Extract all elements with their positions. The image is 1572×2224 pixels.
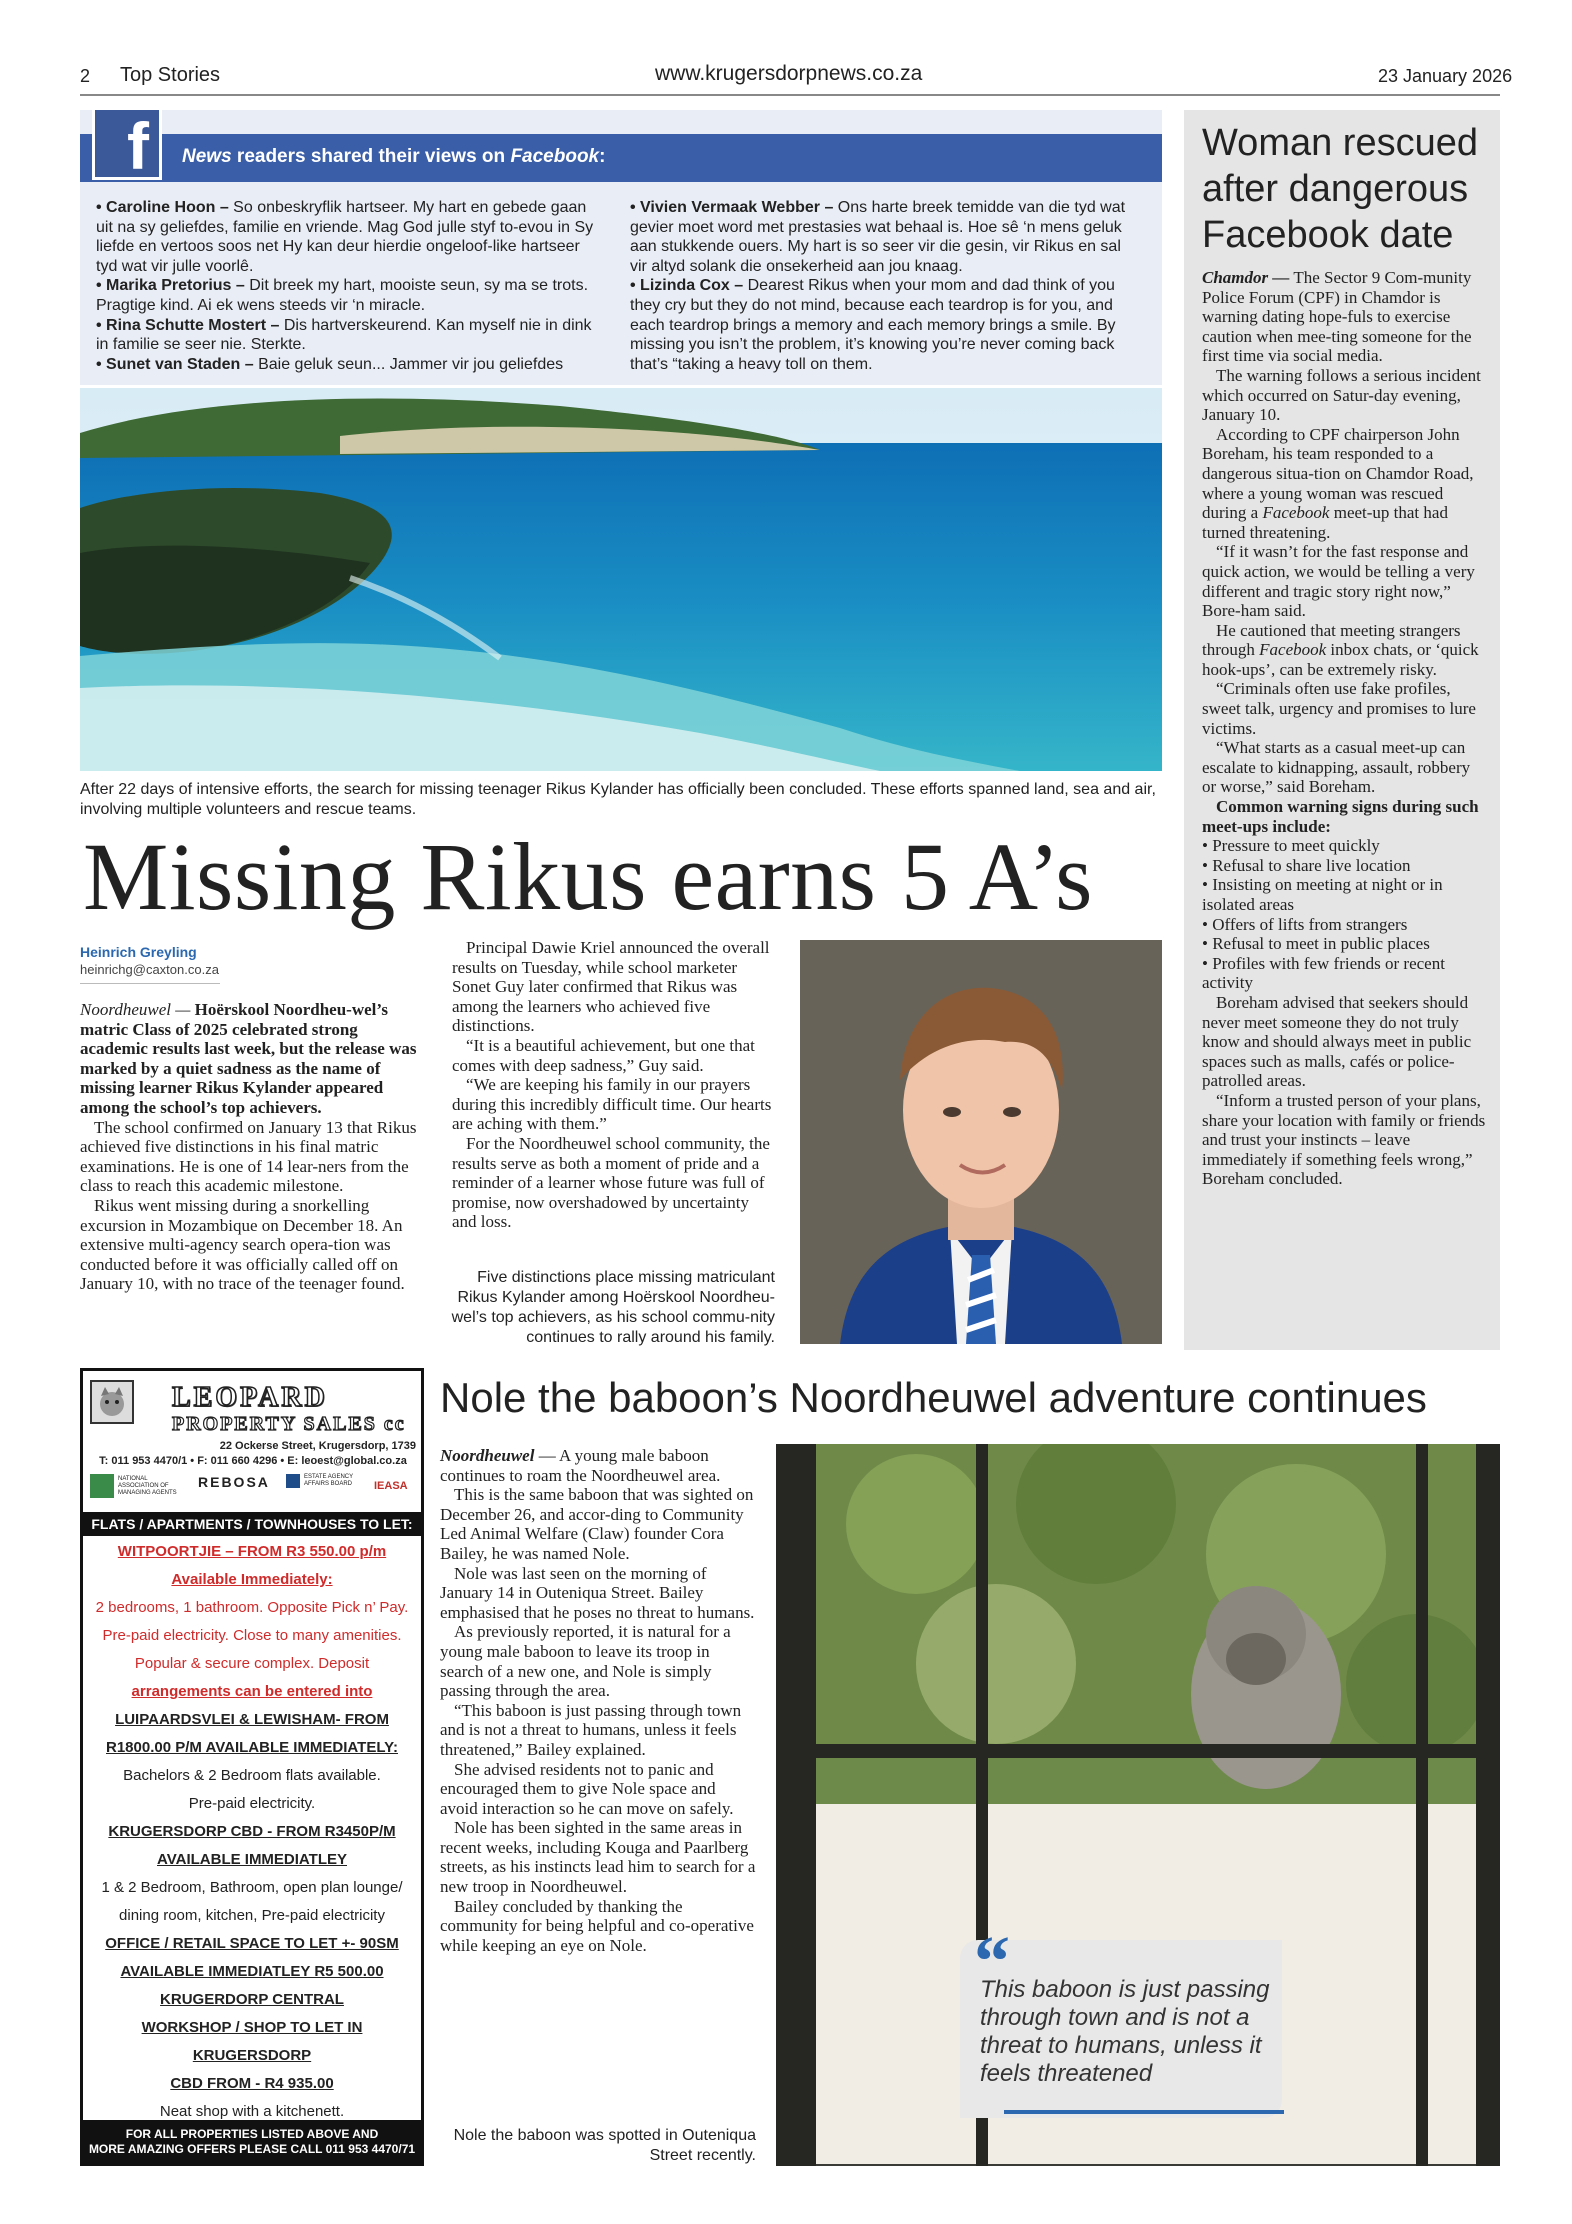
ad-listing-line: arrangements can be entered into <box>131 1683 373 1700</box>
ad-listing-line: WITPOORTJIE – FROM R3 550.00 p/m <box>117 1543 387 1560</box>
baboon-paragraph: As previously reported, it is natural for a young male baboon to leave its troop in search of a new one, and Nole is simply passing through the area. <box>440 1622 731 1701</box>
site-url[interactable]: www.krugersdorpnews.co.za <box>655 62 923 85</box>
comment-text: Dis hartverskeurend. Kan myself nie in dink in familie se seer nie. Sterkte. <box>96 316 592 354</box>
sidebar-paragraph: “What starts as a casual meet-up can escalate to kidnapping, assault, robbery or worse,” said Boreham. <box>1202 738 1471 797</box>
ad-logo-label-3: ESTATE AGENCY AFFAIRS BOARD <box>304 1474 354 1487</box>
ad-listing-line: Popular & secure complex. Deposit <box>134 1655 370 1672</box>
byline-name: Heinrich Greyling <box>80 944 197 960</box>
comment-text: Ons harte breek temidde van die tyd wat gevier moet word met prestasies wat behaal is. Hoe sê ‘n mens geluk aan stukkende ouers. My hart is so seer vir die gesin, vir Rikus en sal vir altyd solank die onsekerheid aan jou knaag. <box>630 199 1126 275</box>
eaab-logo-icon <box>286 1474 300 1488</box>
sidebar-paragraph: Boreham advised that seekers should never meet someone they do not truly know and should always meet in public spaces such as malls, cafés or police-patrolled areas. <box>1202 992 1472 1091</box>
sidebar-paragraph: “Criminals often use fake profiles, sweet talk, urgency and promises to lure victims. <box>1202 679 1476 738</box>
facebook-comments-column-2 <box>630 198 1130 374</box>
story1-paragraph: The school confirmed on January 13 that Rikus achieved five distinctions in his final matric examinations. He is one of 14 lear-ners from the class to reach this academic milestone. <box>80 1117 417 1196</box>
comment-author: • Marika Pretorius – <box>96 277 245 295</box>
sidebar-story <box>1202 268 1487 1189</box>
facebook-comment <box>96 198 596 276</box>
sidebar-headline: Woman rescued after dangerous Facebook date <box>1202 122 1478 256</box>
ad-listing-line: WORKSHOP / SHOP TO LET IN KRUGERSDORP <box>141 2019 363 2064</box>
sidebar-caution-paragraph: He cautioned that meeting strangers through Facebook inbox chats, or ‘quick hook-ups’, can be extremely risky. <box>1202 620 1479 679</box>
ad-footer: FOR ALL PROPERTIES LISTED ABOVE AND MORE AMAZING OFFERS PLEASE CALL 011 953 4470/71 <box>83 2120 421 2164</box>
ad-company-subname: PROPERTY SALES cc <box>172 1413 406 1435</box>
story1-paragraph: For the Noordheuwel school community, the results serve as both a moment of pride and a reminder of a learner whose future was full of promise, now overshadowed by uncertainty and loss. <box>452 1133 770 1232</box>
ad-listing-line: CBD FROM - R4 935.00 <box>170 2075 334 2092</box>
warning-sign-item: • Profiles with few friends or recent activity <box>1202 953 1445 993</box>
facebook-comment <box>96 276 596 315</box>
ad-listing-line: KRUGERDORP CENTRAL <box>160 1991 344 2008</box>
portrait-photo-image <box>800 940 1162 1344</box>
baboon-photo-caption: Nole the baboon was spotted in Outeniqua Street recently. <box>453 2127 756 2164</box>
warning-sign-item: • Refusal to meet in public places <box>1202 934 1430 954</box>
sidebar-paragraphs-d <box>1202 993 1487 1189</box>
story1-paragraph: “It is a beautiful achievement, but one that comes with deep sadness,” Guy said. <box>452 1035 755 1075</box>
baboon-paragraph: “This baboon is just passing through town and is not a threat to humans, unless it feels threatened,” Bailey explained. <box>440 1700 742 1759</box>
ad-listing-line: OFFICE / RETAIL SPACE TO LET +- 90SM <box>105 1935 399 1952</box>
comment-author: • Sunet van Staden – <box>96 355 254 373</box>
issue-date: 23 January 2026 <box>1378 66 1513 86</box>
comment-author: • Lizinda Cox – <box>630 277 744 295</box>
ad-listing-line: Pre-paid electricity. Close to many amenities. <box>102 1627 402 1644</box>
sidebar-paragraph: “If it wasn’t for the fast response and quick action, we would be telling a very different and tragic story right now,” Bore-ham said. <box>1202 542 1475 621</box>
ad-logo-label-2: REBOSA <box>198 1474 270 1490</box>
portrait-caption: Five distinctions place missing matriculant Rikus Kylander among Hoërskool Noordheu-wel’s top achievers, as his school commu-nity continues to rally around his family. <box>451 1269 775 1346</box>
comment-text: Baie geluk seun... Jammer vir jou geliefdes <box>253 355 564 373</box>
main-headline: Missing Rikus earns 5 A’s <box>83 823 1093 930</box>
facebook-comment <box>630 198 1130 276</box>
baboon-paragraph: She advised residents not to panic and encouraged them to give Nole space and avoid interaction so he can move on safely. <box>440 1759 734 1818</box>
byline-rule <box>80 983 220 984</box>
baboon-paragraph: This is the same baboon that was sighted on December 26, and accor-ding to Community Led Animal Welfare (Claw) founder Cora Bailey, he was named Nole. <box>440 1485 754 1563</box>
warning-sign-item: • Insisting on meeting at night or in isolated areas <box>1202 875 1443 914</box>
pull-quote-rule <box>1004 2110 1284 2114</box>
baboon-story <box>440 1446 756 1955</box>
facebook-box-title: News readers shared their views on Facebook: <box>182 146 606 167</box>
sidebar-paragraphs-a <box>1202 366 1487 425</box>
coastline-photo <box>80 388 1162 771</box>
sidebar-paragraph: The warning follows a serious incident which occurred on Satur-day evening, January 10. <box>1202 365 1481 425</box>
facebook-logo-icon: f <box>92 110 162 180</box>
baboon-story-lead: Noordheuwel — A young male baboon continues to roam the Noordheuwel area. <box>440 1446 721 1485</box>
ad-listing-line: 2 bedrooms, 1 bathroom. Opposite Pick n’ Pay. <box>95 1599 409 1616</box>
ad-listing-line: LUIPAARDSVLEI & LEWISHAM- FROM <box>115 1711 389 1728</box>
ad-logo-label-1: NATIONAL ASSOCIATION OF MANAGING AGENTS <box>118 1476 177 1496</box>
sidebar-paragraphs-c <box>1202 679 1487 797</box>
ad-contact: T: 011 953 4470/1 • F: 011 660 4296 • E: leoest@global.co.za <box>99 1455 407 1467</box>
sidebar-paragraph: “Inform a trusted person of your plans, share your location with family or friends and trust your instincts – leave immediately if something feels wrong,” Boreham concluded. <box>1202 1090 1486 1189</box>
baboon-paragraph: Bailey concluded by thanking the community for being helpful and co-operative while keeping an eye on Nole. <box>440 1896 754 1955</box>
ad-logo-label-4: IEASA <box>374 1480 408 1492</box>
comment-text: Dearest Rikus when your mom and dad think of you they cry but they do not mind, because each teardrop is for you, and each teardrop brings a memory and each memory brings a smile. By missing you isn’t the problem, it’s knowing you’re never coming back that’s “taking a heavy toll on them. <box>630 277 1116 373</box>
byline-email[interactable]: heinrichg@caxton.co.za <box>80 962 219 977</box>
comment-text: So onbeskryflik hartseer. My hart en gebede gaan uit na sy geliefdes, familie en vriende. Mag God julle styf to-evou in Sy liefde en vertoos soos net Hy kan deur hierdie ongeloof-like hartseer tyd wat vir julle voorlê. <box>96 199 594 275</box>
page-number: 2 <box>80 66 91 86</box>
portrait-photo <box>800 940 1162 1344</box>
story1-paragraph: Rikus went missing during a snorkelling excursion in Mozambique on December 18. An extensive multi-agency search opera-tion was conducted before it was officially called off on January 10, with no trace of the teenager found. <box>80 1195 405 1294</box>
warning-sign-item: • Refusal to share live location <box>1202 855 1411 875</box>
ad-listing-line: AVAILABLE IMMEDIATLEY R5 500.00 <box>120 1963 384 1980</box>
nama-logo-icon <box>90 1474 114 1498</box>
ad-listings <box>83 1538 421 2126</box>
story1-column-1 <box>80 1000 420 1294</box>
comment-author: • Vivien Vermaak Webber – <box>630 199 834 216</box>
comment-text: Dit breek my hart, mooiste seun, sy ma se trots. Pragtige kind. Ai ek wens steeds vir ‘n miracle. <box>96 277 589 314</box>
ad-company-name: LEOPARD <box>172 1382 328 1413</box>
ad-listing-line: R1800.00 P/M AVAILABLE IMMEDIATELY: <box>106 1739 398 1756</box>
warning-sign-item: • Offers of lifts from strangers <box>1202 914 1408 934</box>
sidebar-lead: Chamdor — The Sector 9 Com-munity Police Forum (CPF) in Chamdor is warning dating hope-fuls to exercise caution when mee-ting someone for the first time via social media. <box>1202 268 1472 366</box>
quote-mark-icon: “ <box>974 1921 1010 2001</box>
ad-association-logos <box>90 1470 416 1508</box>
ad-listing-line: Neat shop with a kitchenett. <box>159 2103 345 2120</box>
ad-address: 22 Ockerse Street, Krugersdorp, 1739 <box>219 1440 416 1452</box>
facebook-comment <box>96 316 596 355</box>
ad-listing-line: 1 & 2 Bedroom, Bathroom, open plan lounge/ <box>101 1879 403 1896</box>
warning-sign-item: • Pressure to meet quickly <box>1202 836 1380 856</box>
ad-listing-line: Pre-paid electricity. <box>188 1795 316 1812</box>
warning-signs-heading: Common warning signs during such meet-ups include: <box>1202 797 1479 836</box>
ad-listing-line: dining room, kitchen, Pre-paid electricity <box>119 1907 385 1924</box>
story1-paragraph: Principal Dawie Kriel announced the overall results on Tuesday, while school marketer Sonet Guy later confirmed that Rikus was among the learners who achieved five distinctions. <box>452 938 770 1036</box>
warning-signs-list <box>1202 836 1487 993</box>
ad-listing-line: Available Immediately: <box>171 1571 333 1588</box>
comment-author: • Caroline Hoon – <box>96 199 229 216</box>
ad-listing-line: KRUGERSDORP CBD - FROM R3450P/M <box>108 1823 396 1840</box>
header-rule <box>80 94 1500 96</box>
pull-quote-text: This baboon is just passing through town and is not a threat to humans, unless it feels threatened <box>980 1976 1270 2087</box>
sidebar-cpf-paragraph: According to CPF chairperson John Boreham, his team responded to a dangerous situa-tion on Chamdor Road, where a young woman was rescued during a Facebook meet-up that had turned threatening. <box>1202 424 1474 542</box>
ad-category-band: FLATS / APARTMENTS / TOWNHOUSES TO LET: <box>83 1512 421 1536</box>
story1-column-2 <box>452 938 777 1232</box>
leopard-logo-icon <box>90 1380 134 1424</box>
baboon-paragraph: Nole was last seen on the morning of January 14 in Outeniqua Street. Bailey emphasised that he poses no threat to humans. <box>440 1563 755 1622</box>
ad-listing-line: Bachelors & 2 Bedroom flats available. <box>123 1767 381 1784</box>
sidebar-paragraphs-b <box>1202 542 1487 620</box>
facebook-comment <box>630 276 1130 374</box>
facebook-comments-column-1 <box>96 198 596 374</box>
coastline-photo-image <box>80 388 1162 771</box>
coastline-photo-caption: After 22 days of intensive efforts, the search for missing teenager Rikus Kylander has officially been concluded. These efforts spanned land, sea and air, involving multiple volunteers and rescue teams. <box>80 781 1156 818</box>
facebook-comment <box>96 355 596 375</box>
baboon-headline: Nole the baboon’s Noordheuwel adventure continues <box>440 1374 1427 1421</box>
comment-author: • Rina Schutte Mostert – <box>96 316 280 334</box>
section-name: Top Stories <box>120 64 221 86</box>
ad-listing-line: AVAILABLE IMMEDIATLEY <box>157 1851 347 1868</box>
story1-lead: Noordheuwel — Hoërskool Noordheu-wel’s matric Class of 2025 celebrated strong academic results last week, but the release was marked by a quiet sadness as the name of missing learner Rikus Kylander appeared among the school’s top achievers. <box>80 1000 417 1117</box>
baboon-paragraph: Nole has been sighted in the same areas in recent weeks, including Kouga and Paarlberg streets, as his instincts lead him to search for a new troop in Noordheuwel. <box>440 1818 756 1897</box>
story1-paragraph: “We are keeping his family in our prayers during this incredibly difficult time. Our hearts are aching with them.” <box>452 1075 772 1134</box>
